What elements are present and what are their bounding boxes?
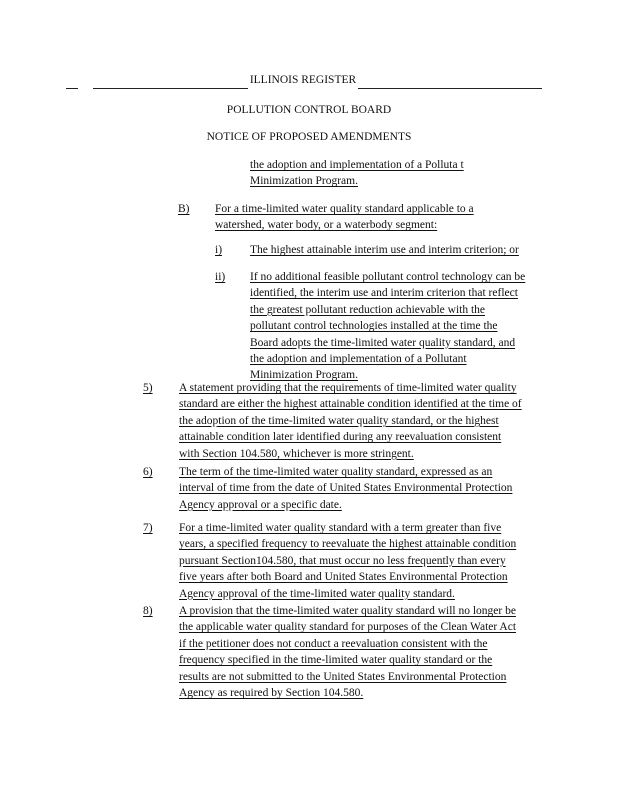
item-b-ii-line: identified, the interim use and interim criterion that reflect (250, 287, 518, 300)
header-rule-right (358, 88, 542, 89)
item-5-line: A statement providing that the requirements of time-limited water quality (179, 382, 517, 394)
item-b-text (215, 201, 474, 234)
agency-name: POLLUTION CONTROL BOARD (226, 104, 392, 116)
item-b-ii-line: pollutant control technologies installed at the time the (250, 320, 498, 333)
item-5-line: attainable condition later identified during any reevaluation consistent (179, 431, 502, 444)
item-b-line: For a time-limited water quality standard applicable to a (215, 203, 474, 215)
item-7-line: pursuant Section104.580, that must occur no less frequently than every (179, 554, 506, 567)
item-7-line: Agency approval of the time-limited water quality standard. (179, 587, 455, 600)
item-6-text (179, 464, 512, 513)
item-6-label: 6) (143, 466, 153, 478)
item-b-ii-line: Board adopts the time-limited water quality standard, and (250, 336, 516, 349)
item-5-line: the adoption of the time-limited water quality standard, or the highest (179, 414, 499, 427)
item-8-line: A provision that the time-limited water quality standard will no longer be (179, 605, 516, 617)
item-7-text (179, 520, 516, 602)
item-b-ii-text (250, 269, 525, 384)
item-7-line: years, a specified frequency to reevaluate the highest attainable condition (179, 538, 517, 551)
item-b-i-text (250, 242, 519, 258)
item-6-line: Agency approval or a specific date. (179, 498, 342, 511)
item-b-ii-line: If no additional feasible pollutant control technology can be (250, 271, 526, 283)
item-b-line: watershed, water body, or a waterbody segment: (215, 219, 438, 232)
item-5-label: 5) (143, 382, 153, 394)
notice-title: NOTICE OF PROPOSED AMENDMENTS (206, 131, 412, 143)
item-7-line: five years after both Board and United States Environmental Protection (179, 571, 508, 584)
header-rule-left-stub (66, 88, 78, 89)
item-b-ii-label: ii) (215, 271, 226, 283)
item-7-line: For a time-limited water quality standard with a term greater than five (179, 522, 502, 534)
item-6-line: interval of time from the date of United States Environmental Protection (179, 482, 513, 495)
item-8-label: 8) (143, 605, 153, 617)
item-6-line: The term of the time-limited water quality standard, expressed as an (179, 466, 493, 478)
continuation-line: Minimization Program. (250, 175, 358, 188)
header-rule-left (93, 88, 248, 89)
item-b-i-label: i) (215, 244, 223, 256)
item-8-line: frequency specified in the time-limited water quality standard or the (179, 654, 493, 667)
item-b-i-line: The highest attainable interim use and interim criterion; or (250, 244, 519, 256)
continuation-text (250, 157, 464, 190)
item-8-line: the applicable water quality standard for purposes of the Clean Water Act (179, 621, 517, 634)
item-8-text (179, 603, 516, 701)
item-8-line: results are not submitted to the United States Environmental Protection (179, 670, 507, 683)
register-title: ILLINOIS REGISTER (249, 74, 357, 86)
item-5-text (179, 380, 522, 462)
item-8-line: Agency as required by Section 104.580. (179, 687, 364, 700)
item-5-line: with Section 104.580, whichever is more stringent. (179, 447, 414, 460)
item-b-ii-line: the adoption and implementation of a Pollutant (250, 353, 467, 366)
item-7-label: 7) (143, 522, 153, 534)
item-b-label: B) (178, 203, 190, 215)
item-5-line: standard are either the highest attainable condition identified at the time of (179, 398, 522, 411)
continuation-line: the adoption and implementation of a Polluta t (250, 159, 464, 171)
item-b-ii-line: the greatest pollutant reduction achievable with the (250, 303, 486, 316)
item-b-ii-line: Minimization Program. (250, 369, 358, 382)
item-8-line: if the petitioner does not conduct a reevaluation consistent with the (179, 637, 488, 650)
